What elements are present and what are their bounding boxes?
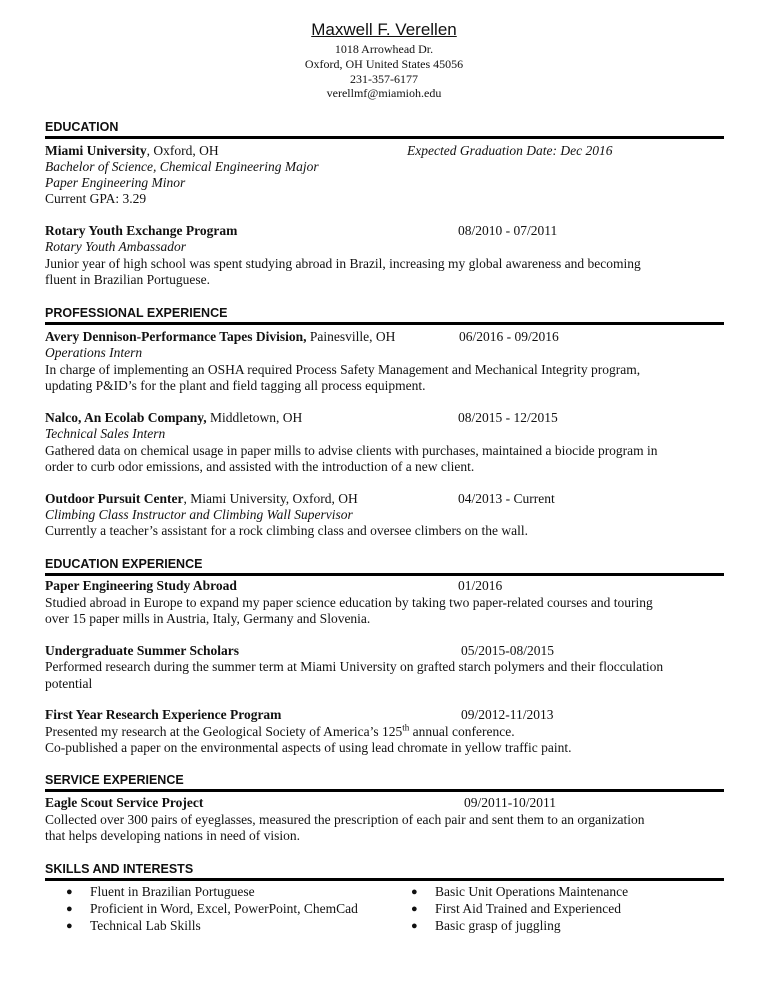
role-title: Technical Sales Intern (45, 426, 166, 441)
section-title-professional: PROFESSIONAL EXPERIENCE (45, 306, 228, 320)
ordinal-suffix: th (402, 722, 410, 733)
description-text: Presented my research at the Geological Society of America’s 125 (45, 724, 403, 739)
entry-date: 05/2015-08/2015 (461, 643, 554, 658)
city-address: Oxford, OH United States 45056 (304, 57, 464, 71)
skill-item (66, 884, 255, 900)
entry-date: Expected Graduation Date: Dec 2016 (407, 143, 613, 158)
org-name: Rotary Youth Exchange Program (45, 223, 238, 238)
skill-item (66, 918, 201, 934)
entry-description: that helps developing nations in need of vision. (45, 828, 300, 843)
entry-description: updating P&ID’s for the plant and field tagging all process equipment. (45, 378, 426, 393)
entry-description: Junior year of high school was spent studying abroad in Brazil, increasing my global awareness and becoming (45, 256, 641, 271)
bullet-icon: ● (66, 920, 73, 932)
phone-number: 231-357-6177 (350, 72, 418, 86)
org-location: Middletown, OH (206, 410, 303, 425)
bullet-icon: ● (411, 920, 418, 932)
entry-description: Collected over 300 pairs of eyeglasses, measured the prescription of each pair and sent them to an organization (45, 812, 645, 827)
skill-item (66, 901, 358, 917)
section-title-education-experience: EDUCATION EXPERIENCE (45, 557, 203, 571)
section-divider (45, 322, 724, 325)
org-location: Painesville, OH (306, 329, 396, 344)
skill-text: Basic grasp of juggling (435, 918, 561, 933)
entry-heading-nalco (45, 410, 302, 426)
role-title: Operations Intern (45, 345, 143, 360)
org-name: Miami University (45, 143, 147, 158)
skill-text: Technical Lab Skills (90, 918, 201, 933)
org-name: Avery Dennison-Performance Tapes Division, (45, 329, 307, 344)
entry-date: 01/2016 (458, 578, 503, 593)
email-address: verellmf@miamioh.edu (326, 86, 442, 100)
entry-description (45, 724, 515, 740)
minor: Paper Engineering Minor (45, 175, 186, 190)
entry-description: Gathered data on chemical usage in paper mills to advise clients with purchases, maintained a biocide program in (45, 443, 658, 458)
entry-heading-miami (45, 143, 219, 159)
skill-text: Fluent in Brazilian Portuguese (90, 884, 255, 899)
section-divider (45, 789, 724, 792)
degree: Bachelor of Science, Chemical Engineering Major (45, 159, 319, 174)
entry-date: 06/2016 - 09/2016 (459, 329, 559, 344)
entry-description: In charge of implementing an OSHA required Process Safety Management and Mechanical Integrity program, (45, 362, 641, 377)
org-name: Paper Engineering Study Abroad (45, 578, 237, 593)
entry-description: order to curb odor emissions, and assisted with the introduction of a new client. (45, 459, 475, 474)
entry-date: 08/2015 - 12/2015 (458, 410, 558, 425)
section-title-education: EDUCATION (45, 120, 119, 134)
entry-description: Performed research during the summer term at Miami University on grafted starch polymers and their flocculation (45, 659, 664, 674)
entry-description: Co-published a paper on the environmental aspects of using lead chromate in yellow traffic paint. (45, 740, 572, 755)
org-name: Eagle Scout Service Project (45, 795, 204, 810)
entry-heading-avery (45, 329, 395, 345)
org-name: First Year Research Experience Program (45, 707, 282, 722)
org-name: Nalco, An Ecolab Company, (45, 410, 207, 425)
entry-description: fluent in Brazilian Portuguese. (45, 272, 210, 287)
entry-heading-outdoor (45, 491, 358, 507)
candidate-name: Maxwell F. Verellen (311, 20, 457, 39)
entry-date: 08/2010 - 07/2011 (458, 223, 558, 238)
bullet-icon: ● (411, 886, 418, 898)
street-address: 1018 Arrowhead Dr. (334, 42, 434, 56)
bullet-icon: ● (66, 886, 73, 898)
section-title-service: SERVICE EXPERIENCE (45, 773, 184, 787)
entry-description: over 15 paper mills in Austria, Italy, Germany and Slovenia. (45, 611, 371, 626)
section-divider (45, 878, 724, 881)
section-divider (45, 136, 724, 139)
skill-text: Proficient in Word, Excel, PowerPoint, ChemCad (90, 901, 358, 916)
entry-date: 04/2013 - Current (458, 491, 555, 506)
skill-item (411, 918, 561, 934)
bullet-icon: ● (411, 903, 418, 915)
description-text: annual conference. (409, 724, 515, 739)
role-title: Rotary Youth Ambassador (45, 239, 187, 254)
skill-text: Basic Unit Operations Maintenance (435, 884, 629, 899)
org-name: Undergraduate Summer Scholars (45, 643, 239, 658)
skill-item (411, 884, 629, 900)
section-title-skills: SKILLS AND INTERESTS (45, 862, 194, 876)
org-location: , Miami University, Oxford, OH (183, 491, 358, 506)
section-divider (45, 573, 724, 576)
gpa: Current GPA: 3.29 (45, 191, 147, 206)
entry-description: Studied abroad in Europe to expand my paper science education by taking two paper-related courses and touring (45, 595, 653, 610)
org-name: Outdoor Pursuit Center (45, 491, 184, 506)
entry-description: potential (45, 676, 93, 691)
role-title: Climbing Class Instructor and Climbing Wall Supervisor (45, 507, 353, 522)
entry-date: 09/2012-11/2013 (461, 707, 554, 722)
org-location: , Oxford, OH (146, 143, 219, 158)
entry-description: Currently a teacher’s assistant for a rock climbing class and oversee climbers on the wall. (45, 523, 528, 538)
entry-date: 09/2011-10/2011 (464, 795, 556, 810)
bullet-icon: ● (66, 903, 73, 915)
skill-item (411, 901, 621, 917)
skill-text: First Aid Trained and Experienced (435, 901, 621, 916)
